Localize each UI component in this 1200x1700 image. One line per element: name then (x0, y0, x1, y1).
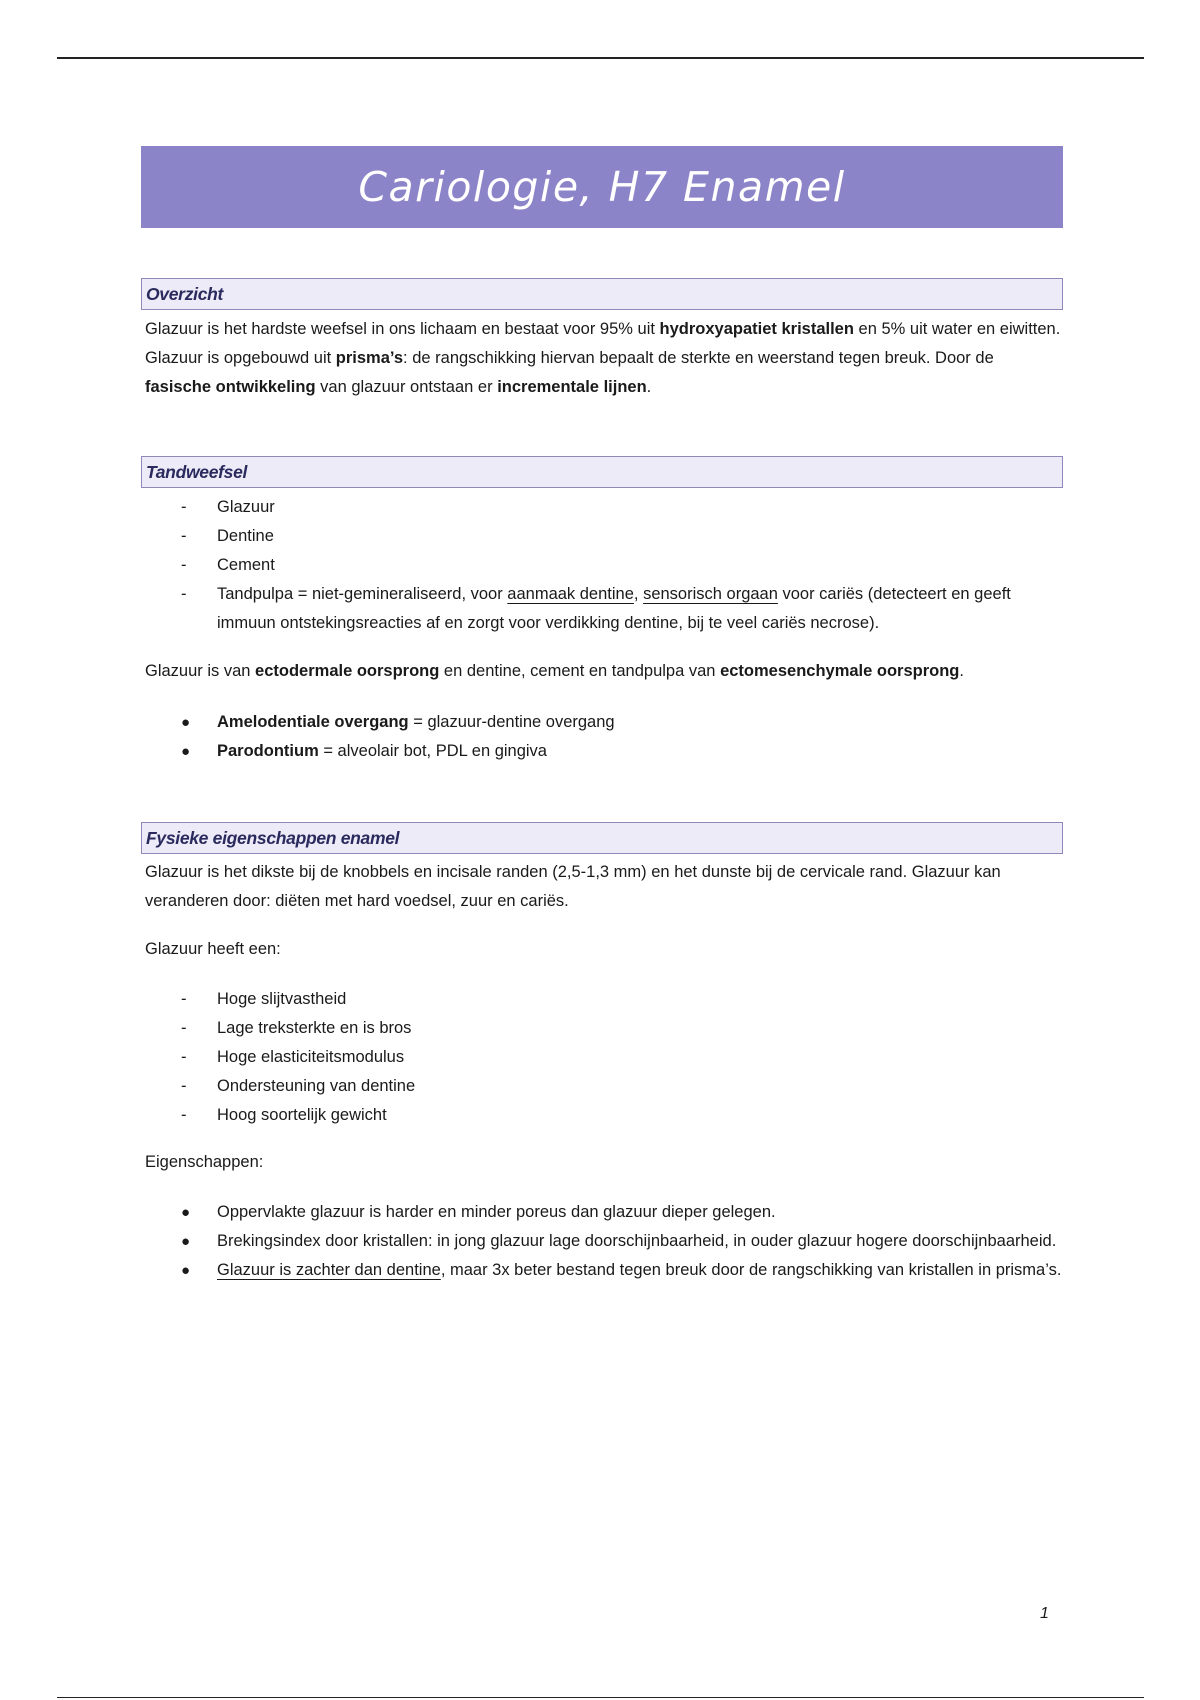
list-item-text: Hoge elasticiteitsmodulus (217, 1048, 405, 1066)
bold-term: Amelodentiale overgang (217, 713, 409, 731)
list-item-text (217, 585, 1011, 632)
text-run: , (633, 585, 644, 603)
bold-term: ectodermale oorsprong (255, 662, 440, 680)
bold-term: hydroxyapatiet kristallen (659, 320, 854, 338)
list-item (141, 1227, 1063, 1256)
section-heading-overzicht: Overzicht (141, 278, 1063, 310)
footer-rule (57, 1697, 1144, 1698)
underlined-term: Glazuur is zachter dan dentine (217, 1261, 441, 1279)
list-item-text: Dentine (217, 527, 274, 545)
list-item (141, 1043, 1063, 1072)
list-item (141, 493, 1063, 522)
list-item (141, 985, 1063, 1014)
bullet-marker: ● (181, 1204, 191, 1221)
list-item-text: Brekingsindex door kristallen: in jong glazuur lage doorschijnbaarheid, in ouder glazuur hogere doorschijnbaarheid. (217, 1232, 1057, 1250)
list-item (141, 1072, 1063, 1101)
text-run: Tandpulpa = niet-gemineraliseerd, voor (217, 585, 508, 603)
bullet-marker: ● (181, 743, 191, 760)
document-body (141, 146, 1063, 1285)
oorsprong-paragraph (141, 657, 1063, 686)
list-item (141, 737, 1063, 766)
bold-term: prisma’s (335, 349, 404, 367)
dash-marker: - (181, 990, 187, 1008)
list-item-text: Hoog soortelijk gewicht (217, 1106, 387, 1124)
text-run: = alveolair bot, PDL en gingiva (318, 742, 547, 760)
page-number: 1 (1040, 1605, 1049, 1622)
text-run: = glazuur-dentine overgang (408, 713, 615, 731)
underlined-term: aanmaak dentine (507, 585, 634, 603)
list-item (141, 522, 1063, 551)
list-item (141, 580, 1063, 638)
list-item-text: Cement (217, 556, 275, 574)
fysieke-dash-list (141, 985, 1063, 1130)
dash-marker: - (181, 556, 187, 574)
eigenschappen-bullet-list (141, 1198, 1063, 1285)
list-item-text: Glazuur (217, 498, 275, 516)
bold-term: fasische ontwikkeling (145, 378, 316, 396)
document-title: Cariologie, H7 Enamel (358, 163, 846, 211)
bold-term: incrementale lijnen (497, 378, 647, 396)
bullet-marker: ● (181, 1262, 191, 1279)
section-heading-tandweefsel: Tandweefsel (141, 456, 1063, 488)
section-heading-fysieke-eigenschappen: Fysieke eigenschappen enamel (141, 822, 1063, 854)
document-title-banner (141, 146, 1063, 228)
bullet-marker: ● (181, 714, 191, 731)
text-run: . (959, 662, 964, 680)
tandweefsel-dash-list (141, 493, 1063, 638)
list-item (141, 1014, 1063, 1043)
list-item-text: Oppervlakte glazuur is harder en minder poreus dan glazuur dieper gelegen. (217, 1203, 776, 1221)
list-item (141, 551, 1063, 580)
text-run: . (646, 378, 652, 396)
header-rule (57, 57, 1144, 59)
text-run: , maar 3x beter bestand tegen breuk door de rangschikking van kristallen in prisma’s. (440, 1261, 1062, 1279)
dash-marker: - (181, 1077, 187, 1095)
fysieke-paragraph-2: Glazuur heeft een: (145, 940, 281, 958)
dash-marker: - (181, 527, 187, 545)
list-item (141, 1198, 1063, 1227)
list-item (141, 708, 1063, 737)
bold-term: ectomesenchymale oorsprong (720, 662, 960, 680)
text-run: en 5% uit water en eiwitten. Glazuur is opgebouwd uit (145, 320, 1061, 367)
text-run: Glazuur is het hardste weefsel in ons lichaam en bestaat voor 95% uit (145, 320, 660, 338)
list-item-text: Hoge slijtvastheid (217, 990, 347, 1008)
dash-marker: - (181, 1019, 187, 1037)
list-item-text: Lage treksterkte en is bros (217, 1019, 412, 1037)
text-run: van glazuur ontstaan er (315, 378, 498, 396)
text-run: Glazuur is van (145, 662, 256, 680)
list-item-text: Ondersteuning van dentine (217, 1077, 416, 1095)
bold-term: Parodontium (217, 742, 319, 760)
dash-marker: - (181, 1106, 187, 1124)
dash-marker: - (181, 498, 187, 516)
fysieke-paragraph-1: Glazuur is het dikste bij de knobbels en incisale randen (2,5-1,3 mm) en het dunste bij de cervicale rand. Glazuur kan veranderen door: diëten met hard voedsel, zuur en cariës. (145, 863, 1001, 910)
underlined-term: sensorisch orgaan (643, 585, 778, 603)
tandweefsel-bullet-list (141, 708, 1063, 766)
bullet-marker: ● (181, 1233, 191, 1250)
overzicht-paragraph (141, 315, 1063, 402)
fysieke-paragraph-3: Eigenschappen: (145, 1153, 264, 1171)
list-item (141, 1256, 1063, 1285)
dash-marker: - (181, 585, 187, 603)
text-run: en dentine, cement en tandpulpa van (439, 662, 721, 680)
list-item (141, 1101, 1063, 1130)
text-run: voor cariës (detecteert en geeft immuun ontstekingsreacties af en zorgt voor verdikking dentine, bij te veel cariës necrose). (217, 585, 1011, 632)
text-run: : de rangschikking hiervan bepaalt de sterkte en weerstand tegen breuk. Door de (403, 349, 994, 367)
dash-marker: - (181, 1048, 187, 1066)
